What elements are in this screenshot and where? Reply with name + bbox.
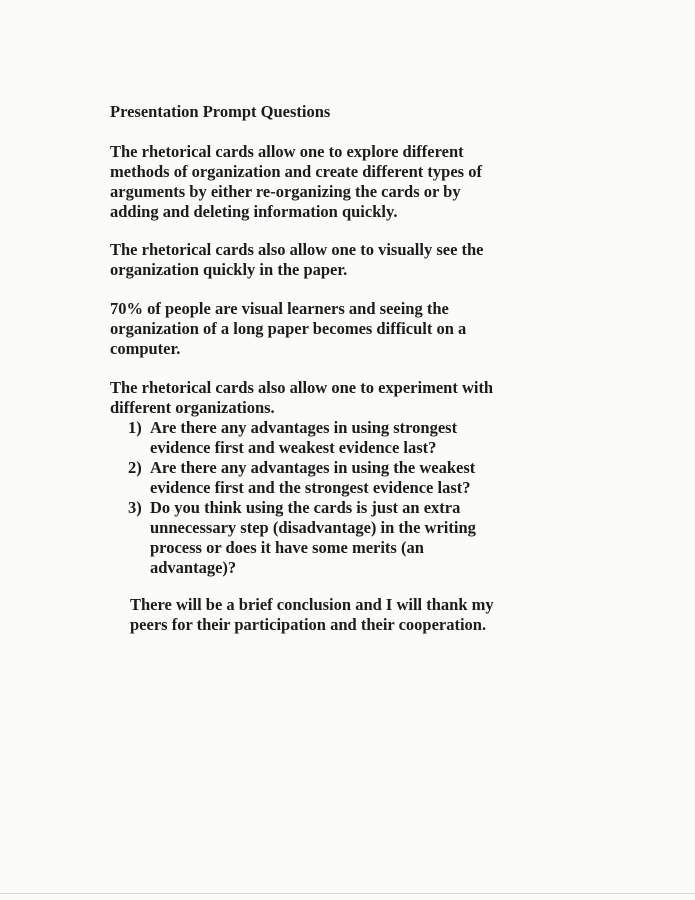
paragraph-line: The rhetorical cards also allow one to visually see the — [110, 240, 484, 259]
question-line: evidence first and the strongest evidence last? — [150, 478, 471, 497]
question-line: unnecessary step (disadvantage) in the writing — [150, 518, 476, 537]
page-title: Presentation Prompt Questions — [110, 102, 331, 121]
question-list — [128, 418, 476, 578]
question-item — [128, 498, 476, 578]
conclusion-paragraph — [130, 595, 494, 635]
question-line: advantage)? — [150, 558, 237, 577]
scan-edge-divider — [0, 893, 695, 894]
question-line: Are there any advantages in using the weakest — [150, 458, 476, 477]
paragraph-line: organization of a long paper becomes difficult on a — [110, 319, 467, 338]
paragraph-line: The rhetorical cards allow one to explore different — [110, 142, 464, 161]
question-number: 1) — [128, 418, 142, 437]
conclusion-line: peers for their participation and their cooperation. — [130, 615, 487, 634]
question-item — [128, 418, 476, 458]
question-line: evidence first and weakest evidence last? — [150, 438, 437, 457]
paragraph-visual-organization — [110, 240, 484, 280]
paragraph-line: arguments by either re-organizing the cards or by — [110, 182, 461, 201]
question-line: Do you think using the cards is just an extra — [150, 498, 461, 517]
paragraph-line: computer. — [110, 339, 181, 358]
question-line: process or does it have some merits (an — [150, 538, 424, 557]
question-number: 2) — [128, 458, 142, 477]
paragraph-line: 70% of people are visual learners and seeing the — [110, 299, 449, 318]
paragraph-line: The rhetorical cards also allow one to experiment with — [110, 378, 494, 397]
paragraph-exploring-organization — [110, 142, 482, 222]
paragraph-line: adding and deleting information quickly. — [110, 202, 398, 221]
paragraph-experiment — [110, 378, 493, 418]
paragraph-line: different organizations. — [110, 398, 275, 417]
question-item — [128, 458, 476, 498]
conclusion-line: There will be a brief conclusion and I will thank my — [130, 595, 494, 614]
question-number: 3) — [128, 498, 142, 517]
question-line: Are there any advantages in using strongest — [150, 418, 458, 437]
paragraph-line: methods of organization and create different types of — [110, 162, 482, 181]
paragraph-visual-learners — [110, 299, 466, 359]
paragraph-line: organization quickly in the paper. — [110, 260, 348, 279]
